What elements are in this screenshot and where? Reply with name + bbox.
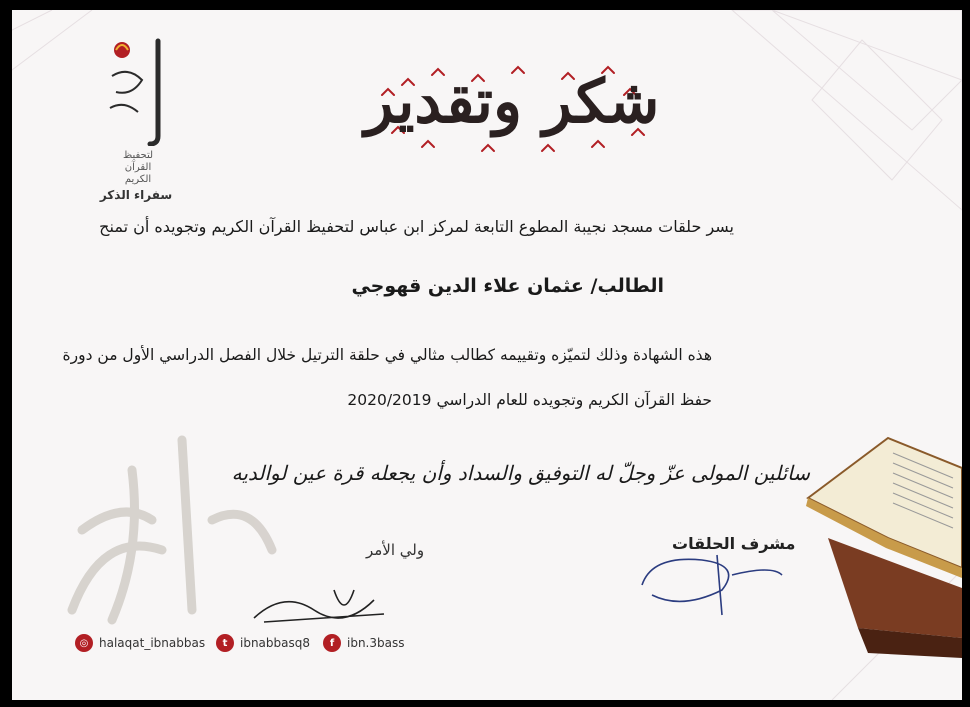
logo-subtitle-1: لتحفيظ (122, 150, 154, 161)
logo-mark-icon (98, 36, 178, 146)
social-twitter[interactable] (216, 632, 310, 654)
academic-year: 2020/2019 (347, 391, 432, 409)
right-signature (622, 535, 802, 625)
logo-subtitle-3: الكريم (124, 174, 152, 185)
twitter-handle: ibnabbasq8 (240, 636, 311, 650)
facebook-icon: f (323, 634, 341, 652)
social-facebook[interactable] (323, 632, 404, 654)
body-line-2-text: حفظ القرآن الكريم وتجويده للعام الدراسي (436, 391, 712, 409)
title-text: شكر وتقدير (364, 67, 660, 137)
signatory-right-label: مشرف الحلقات (672, 534, 796, 553)
logo-tagline: سفراء الذكر (99, 188, 173, 202)
body-line-2 (347, 391, 712, 409)
facebook-handle: ibn.3bass (347, 636, 405, 650)
intro-text: يسر حلقات مسجد نجيبة المطوع التابعة لمركز ابن عباس لتحفيظ القرآن الكريم وتجويده أن تمنح (99, 217, 734, 236)
recipient-name: الطالب/ عثمان علاء الدين قهوجي (351, 275, 664, 297)
twitter-icon: t (216, 634, 234, 652)
center-logo (98, 36, 178, 206)
calligraphy-watermark (42, 410, 302, 640)
logo-subtitle-2: القرآن (124, 162, 152, 173)
quran-book-illustration (798, 428, 962, 658)
signatory-left-label: ولي الأمر (366, 541, 425, 559)
certificate-paper (12, 10, 962, 700)
social-instagram[interactable] (75, 632, 205, 654)
instagram-icon: ◎ (75, 634, 93, 652)
prayer-text: سائلين المولى عزّ وجلّ له التوفيق والسداد وأن يجعله قرة عين لوالديه (231, 461, 810, 485)
instagram-handle: halaqat_ibnabbas (99, 636, 206, 650)
certificate-title (362, 55, 662, 165)
body-line-1: هذه الشهادة وذلك لتميّزه وتقييمه كطالب مثالي في حلقة الترتيل خلال الفصل الدراسي الأول من دورة (62, 346, 712, 364)
